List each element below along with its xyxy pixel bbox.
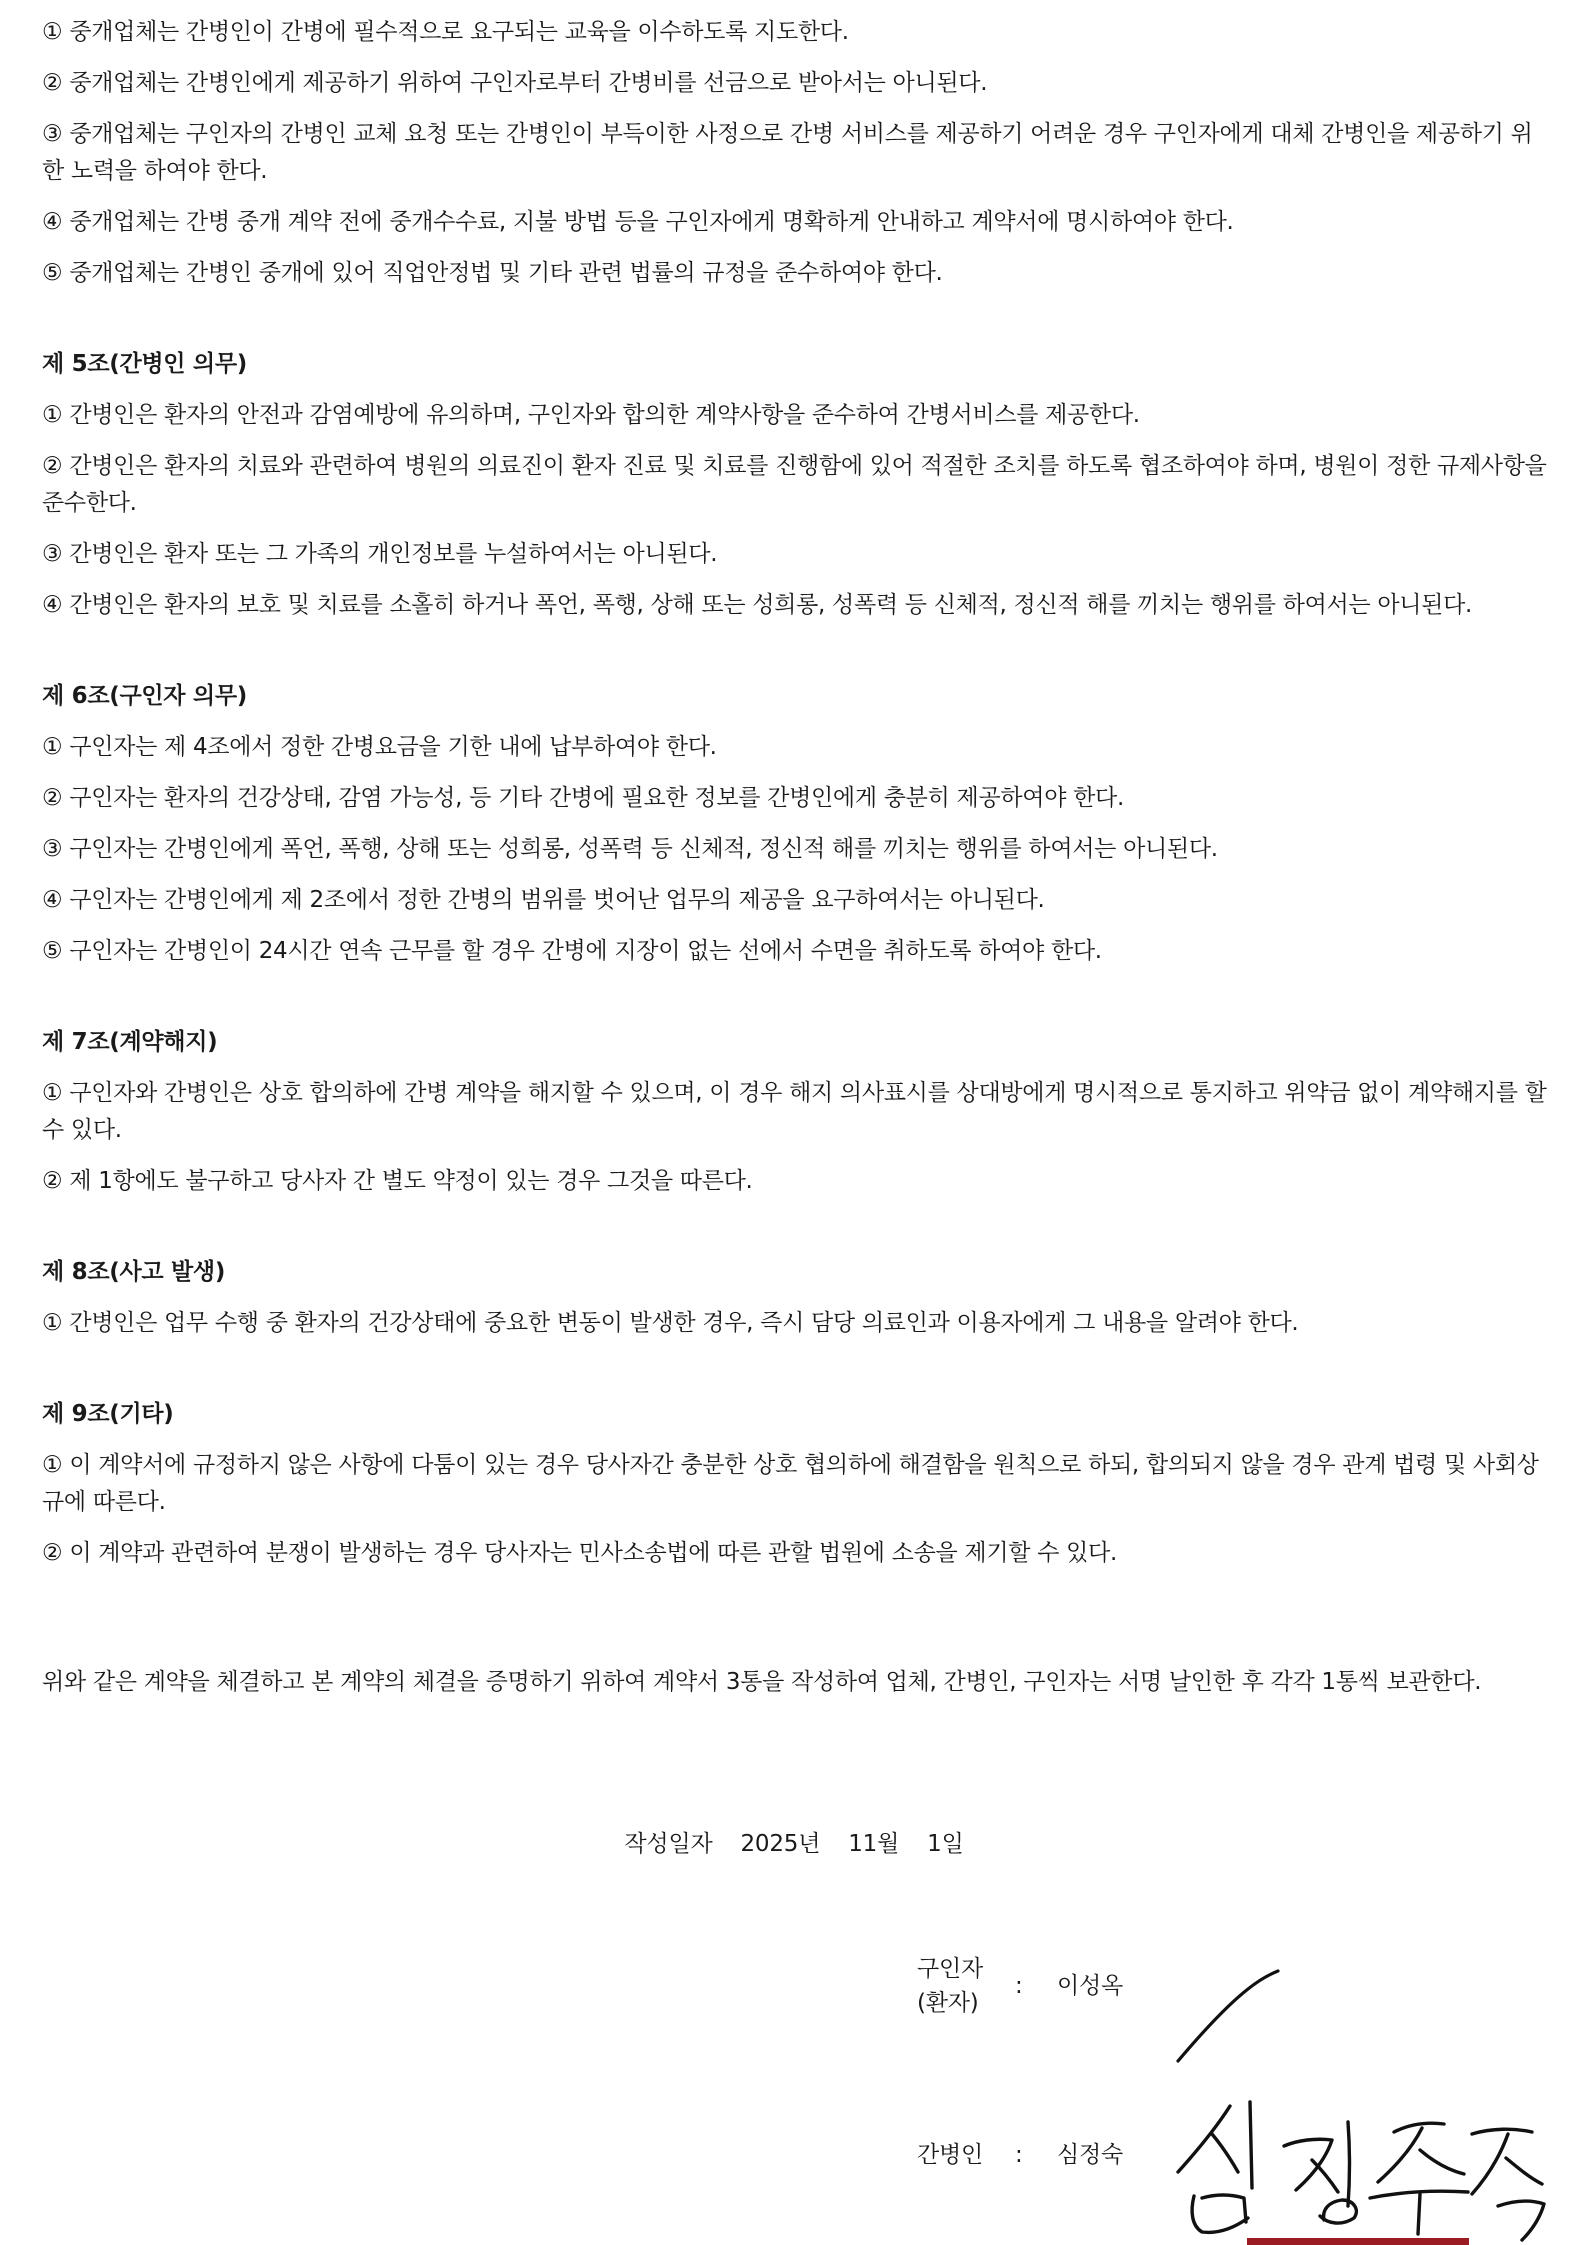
caregiver-signer-row: [917, 2138, 1157, 2172]
article-title: 제 5조(간병인 의무): [42, 351, 247, 377]
clause-item: ② 중개업체는 간병인에게 제공하기 위하여 구인자로부터 간병비를 선금으로 받아서는 아니된다.: [42, 70, 988, 96]
article-title: 제 6조(구인자 의무): [42, 683, 247, 709]
clause-item: ⑤ 구인자는 간병인이 24시간 연속 근무를 할 경우 간병에 지장이 없는 선에서 수면을 취하도록 하여야 한다.: [42, 938, 1102, 964]
caregiver-name: 심정숙: [1057, 2142, 1124, 2168]
article-9: [42, 1396, 1552, 1572]
clause-item: ③ 중개업체는 구인자의 간병인 교체 요청 또는 간병인이 부득이한 사정으로 간병 서비스를 제공하기 어려운 경우 구인자에게 대체 간병인을 제공하기 위한 노력을 하여야 한다.: [42, 121, 1533, 184]
clause-item: ④ 구인자는 간병인에게 제 2조에서 정한 간병의 범위를 벗어난 업무의 제공을 요구하여서는 아니된다.: [42, 887, 1045, 913]
employer-signer-row: [917, 1952, 1157, 2020]
employer-role: [917, 1952, 1015, 2020]
clause-item: ③ 간병인은 환자 또는 그 가족의 개인정보를 누설하여서는 아니된다.: [42, 541, 718, 567]
caregiver-colon: :: [1015, 2142, 1023, 2168]
clause-item: ④ 중개업체는 간병 중개 계약 전에 중개수수료, 지불 방법 등을 구인자에게 명확하게 안내하고 계약서에 명시하여야 한다.: [42, 209, 1234, 235]
date-year: 2025년: [740, 1831, 821, 1857]
clause-item: ④ 간병인은 환자의 보호 및 치료를 소홀히 하거나 폭언, 폭행, 상해 또는 성희롱, 성폭력 등 신체적, 정신적 해를 끼치는 행위를 하여서는 아니된다.: [42, 592, 1473, 618]
clause-item: ② 구인자는 환자의 건강상태, 감염 가능성, 등 기타 간병에 필요한 정보를 간병인에게 충분히 제공하여야 한다.: [42, 785, 1124, 811]
article-5: [42, 346, 1552, 624]
caregiver-signature: [1172, 2094, 1552, 2245]
closing-statement: 위와 같은 계약을 체결하고 본 계약의 체결을 증명하기 위하여 계약서 3통을 작성하여 업체, 간병인, 구인자는 서명 날인한 후 각각 1통씩 보관한다.: [42, 1669, 1482, 1695]
clause-item: ② 간병인은 환자의 치료와 관련하여 병원의 의료진이 환자 진료 및 치료를 진행함에 있어 적절한 조치를 하도록 협조하여야 하며, 병원이 정한 규제사항을 준수한다.: [42, 453, 1547, 516]
clause-item: ③ 구인자는 간병인에게 폭언, 폭행, 상해 또는 성희롱, 성폭력 등 신체적, 정신적 해를 끼치는 행위를 하여서는 아니된다.: [42, 836, 1218, 862]
date-day: 1일: [927, 1831, 964, 1857]
clause-item: ① 이 계약서에 규정하지 않은 사항에 다툼이 있는 경우 당사자간 충분한 상호 협의하에 해결함을 원칙으로 하되, 합의되지 않을 경우 관계 법령 및 사회상규에 따른다.: [42, 1452, 1539, 1515]
employer-colon: :: [1015, 1973, 1023, 1999]
article-title: 제 7조(계약해지): [42, 1029, 218, 1055]
employer-role-line1: 구인자: [917, 1956, 984, 1982]
clause-item: ① 간병인은 업무 수행 중 환자의 건강상태에 중요한 변동이 발생한 경우, 즉시 담당 의료인과 이용자에게 그 내용을 알려야 한다.: [42, 1310, 1299, 1336]
article-8: [42, 1254, 1552, 1342]
clause-item: ② 이 계약과 관련하여 분쟁이 발생하는 경우 당사자는 민사소송법에 따른 관할 법원에 소송을 제기할 수 있다.: [42, 1540, 1117, 1566]
employer-signature: [1170, 1965, 1290, 2070]
clause-item: ① 구인자와 간병인은 상호 합의하에 간병 계약을 해지할 수 있으며, 이 경우 해지 의사표시를 상대방에게 명시적으로 통지하고 위약금 없이 계약해지를 할 수 있다.: [42, 1080, 1547, 1143]
article-4-continued: [42, 14, 1552, 292]
caregiver-role: 간병인: [917, 2142, 984, 2168]
accent-bar: [1247, 2238, 1469, 2245]
employer-role-line2: (환자): [917, 1990, 979, 2016]
clause-item: ① 중개업체는 간병인이 간병에 필수적으로 요구되는 교육을 이수하도록 지도한다.: [42, 19, 849, 45]
article-title: 제 9조(기타): [42, 1401, 174, 1427]
article-6: [42, 678, 1552, 970]
employer-name: 이성옥: [1057, 1973, 1124, 1999]
date-month: 11월: [848, 1831, 900, 1857]
date-label: 작성일자: [624, 1831, 713, 1857]
clause-item: ① 구인자는 제 4조에서 정한 간병요금을 기한 내에 납부하여야 한다.: [42, 734, 717, 760]
contract-body: [42, 14, 1552, 1701]
article-7: [42, 1024, 1552, 1200]
clause-item: ① 간병인은 환자의 안전과 감염예방에 유의하며, 구인자와 합의한 계약사항을 준수하여 간병서비스를 제공한다.: [42, 402, 1140, 428]
article-title: 제 8조(사고 발생): [42, 1259, 226, 1285]
date-line: [0, 1826, 1588, 1863]
clause-item: ② 제 1항에도 불구하고 당사자 간 별도 약정이 있는 경우 그것을 따른다.: [42, 1168, 753, 1194]
clause-item: ⑤ 중개업체는 간병인 중개에 있어 직업안정법 및 기타 관련 법률의 규정을 준수하여야 한다.: [42, 260, 943, 286]
